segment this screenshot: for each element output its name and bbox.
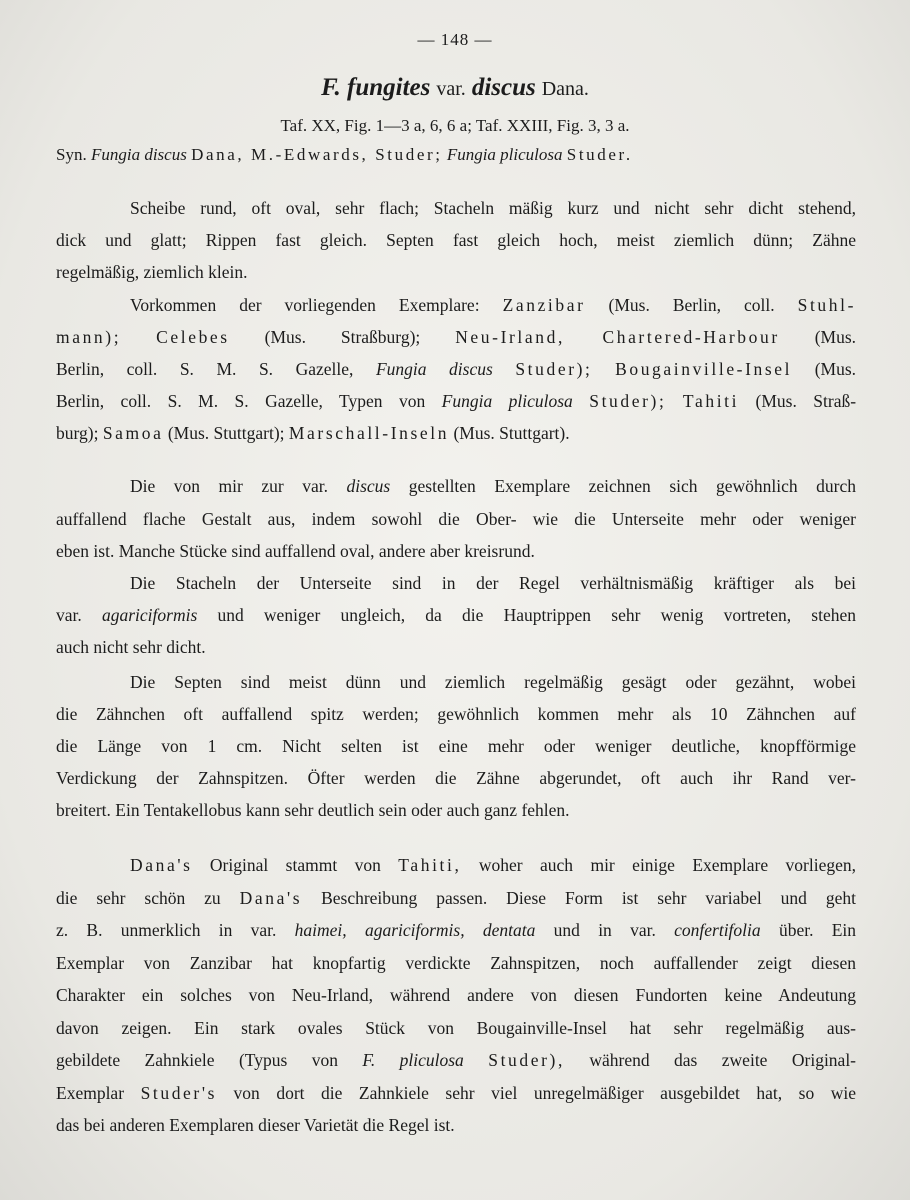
taxon-name: dentata (482, 920, 536, 940)
text-segment: Beschreibung passen. Diese Form ist sehr variabel und geht (321, 888, 856, 908)
species-heading (0, 74, 910, 102)
text-segment: (Mus. Berlin, coll. (608, 295, 775, 315)
text-line: eben ist. Manche Stücke sind auffallend oval, andere aber kreisrund. (56, 541, 535, 561)
locality-name: Tahiti, (398, 855, 462, 875)
text-segment: var. (56, 605, 82, 625)
taxon-name: agariciformis, (364, 920, 465, 940)
text-line: Charakter ein solches von Neu-Irland, während andere von diesen Fundorten keine Andeutung (56, 985, 856, 1005)
text-line: Scheibe rund, oft oval, sehr flach; Stacheln mäßig kurz und nicht sehr dicht stehend, (130, 198, 856, 218)
text-line (56, 1081, 856, 1105)
text-segment: z. B. unmerklich in var. (56, 920, 277, 940)
taxon-name: agariciformis (101, 605, 198, 625)
text-line: dick und glatt; Rippen fast gleich. Septen fast gleich hoch, meist ziemlich dünn; Zähne (56, 230, 856, 250)
author-name: Dana's (239, 888, 303, 908)
text-line: breitert. Ein Tentakellobus kann sehr deutlich sein oder auch ganz fehlen. (56, 800, 570, 820)
page-number: — 148 — (417, 30, 493, 49)
synonym-name: Fungia pliculosa (446, 145, 563, 164)
synonymy-line (56, 145, 856, 165)
locality-name: Bougainville-Insel (615, 359, 793, 379)
text-line: Die Septen sind meist dünn und ziemlich regelmäßig gesägt oder gezähnt, wobei (130, 672, 856, 692)
text-line (56, 886, 856, 910)
text-line (130, 474, 856, 498)
synonym-authors: Dana, M.-Edwards, Studer; (191, 145, 443, 164)
text-segment: Original stammt von (209, 855, 381, 875)
text-segment: Exemplar (56, 1083, 125, 1103)
synonymy-prefix: Syn. (56, 145, 87, 164)
taxon-name: discus (346, 476, 391, 496)
text-segment: Berlin, coll. S. M. S. Gazelle, (56, 359, 354, 379)
text-line (56, 918, 856, 942)
text-segment: (Mus. Straß- (755, 391, 857, 411)
text-segment: während das zweite Original- (589, 1050, 857, 1070)
locality-name: Samoa (102, 423, 164, 443)
text-line: davon zeigen. Ein stark ovales Stück von Bougainville-Insel hat sehr regelmäßig aus- (56, 1018, 856, 1038)
taxon-name: F. pliculosa (362, 1050, 464, 1070)
taxon-name: confertifolia (674, 920, 761, 940)
taxon-name: haimei, (294, 920, 347, 940)
text-line: auffallend flache Gestalt aus, indem sowohl die Ober- wie die Unterseite mehr oder weniger (56, 509, 856, 529)
collector-name: mann); (56, 327, 122, 347)
variety-name: discus (471, 74, 536, 101)
text-segment: (Mus. Straßburg); (264, 327, 421, 347)
author-name: Dana's (130, 855, 193, 875)
text-segment: und weniger ungleich, da die Hauptrippen sehr wenig vortreten, stehen (217, 605, 857, 625)
text-segment: burg); (56, 423, 99, 443)
text-line (56, 325, 856, 349)
locality-name: Neu-Irland, Chartered-Harbour (455, 327, 780, 347)
text-line (56, 357, 856, 381)
text-line: die Länge von 1 cm. Nicht selten ist eine mehr oder weniger deutliche, knopfförmige (56, 736, 856, 756)
text-line (56, 389, 856, 413)
author-name: Studer); (589, 391, 667, 411)
text-line: regelmäßig, ziemlich klein. (56, 262, 248, 282)
text-line: Exemplar von Zanzibar hat knopfartig verdickte Zahnspitzen, noch auffallender zeigt diesen (56, 953, 856, 973)
text-line: auch nicht sehr dicht. (56, 637, 206, 657)
text-line (130, 293, 856, 317)
text-line (56, 603, 856, 627)
text-segment: von dort die Zahnkiele sehr viel unregelmäßiger ausgebildet hat, so wie (233, 1083, 857, 1103)
text-line: Die Stacheln der Unterseite sind in der Regel verhältnismäßig kräftiger als bei (130, 573, 856, 593)
author-name: Studer); (515, 359, 593, 379)
species-name: F. fungites (321, 74, 431, 101)
text-segment: Die von mir zur var. (130, 476, 328, 496)
text-segment: und in var. (553, 920, 656, 940)
variety-label: var. (436, 78, 466, 100)
text-line: die Zähnchen oft auffallend spitz werden; gewöhnlich kommen mehr als 10 Zähnchen auf (56, 704, 856, 724)
synonym-authors: Studer. (566, 145, 633, 164)
text-segment: woher auch mir einige Exemplare vorliegen, (478, 855, 857, 875)
locality-name: Marschall-Inseln (288, 423, 450, 443)
text-segment: gestellten Exemplare zeichnen sich gewöhnlich durch (408, 476, 857, 496)
text-line: das bei anderen Exemplaren dieser Varietät die Regel ist. (56, 1115, 455, 1135)
text-segment: (Mus. (814, 327, 857, 347)
text-line: Verdickung der Zahnspitzen. Öfter werden die Zähne abgerundet, oft auch ihr Rand ver- (56, 768, 856, 788)
text-segment: (Mus. Stuttgart); (167, 423, 285, 443)
text-segment: (Mus. (814, 359, 857, 379)
author-name: Studer), (488, 1050, 565, 1070)
text-segment: die sehr schön zu (56, 888, 221, 908)
author-name: Studer's (140, 1083, 218, 1103)
text-segment: Berlin, coll. S. M. S. Gazelle, Typen von (56, 391, 426, 411)
taxon-name: Fungia pliculosa (441, 391, 573, 411)
text-line (130, 853, 856, 877)
locality-name: Tahiti (682, 391, 740, 411)
locality-name: Zanzibar (502, 295, 586, 315)
text-segment: (Mus. Stuttgart). (453, 423, 570, 443)
text-segment: gebildete Zahnkiele (Typus von (56, 1050, 338, 1070)
heading-author: Dana. (541, 78, 589, 100)
taxon-name: Fungia discus (375, 359, 493, 379)
plate-references: Taf. XX, Fig. 1—3 a, 6, 6 a; Taf. XXIII, Fig. 3, 3 a. (280, 116, 630, 135)
collector-name: Stuhl- (797, 295, 856, 315)
text-segment: Vorkommen der vorliegenden Exemplare: (130, 295, 480, 315)
text-line (56, 1048, 856, 1072)
synonym-name: Fungia discus (90, 145, 187, 164)
text-line (56, 421, 856, 445)
locality-name: Celebes (156, 327, 230, 347)
text-segment: über. Ein (778, 920, 857, 940)
